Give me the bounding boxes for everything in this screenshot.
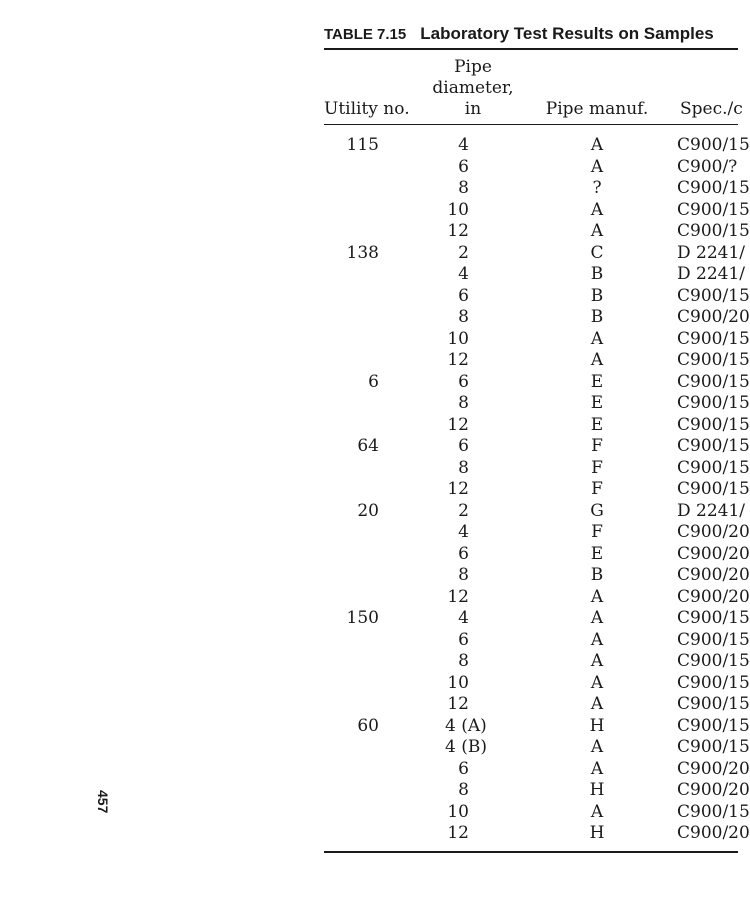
table-row (324, 737, 750, 759)
spec-cell: C900/15 (677, 608, 750, 628)
spec-cell: C900/15 (677, 350, 750, 370)
spec-cell: C900/? (677, 156, 738, 177)
diameter-cell: 8 (458, 565, 469, 585)
diameter-cell: 6 (458, 285, 469, 306)
table-row (324, 565, 750, 587)
manuf-cell: B (590, 565, 604, 585)
manuf-cell: C (590, 242, 604, 263)
manuf-cell: E (590, 393, 604, 413)
spec-cell: D 2241/ (677, 500, 746, 521)
spec-cell: C900/15 (677, 715, 750, 736)
diameter-cell: 4 (A) (445, 715, 487, 736)
diameter-cell: 4 (458, 264, 469, 284)
manuf-cell: G (590, 500, 604, 521)
diameter-cell: 4 (B) (445, 737, 487, 757)
spec-cell: C900/15 (677, 393, 750, 413)
table-row (324, 522, 750, 544)
spec-cell: C900/15 (677, 285, 750, 306)
manuf-cell: A (590, 608, 604, 628)
diameter-cell: 10 (447, 199, 469, 220)
manuf-cell: F (591, 522, 603, 542)
table-row (324, 823, 750, 845)
manuf-cell: A (590, 350, 604, 370)
table-header (324, 50, 743, 124)
diameter-cell: 12 (447, 350, 469, 370)
spec-cell: C900/20 (677, 565, 750, 585)
manuf-cell: H (589, 780, 605, 800)
manuf-cell: A (590, 672, 604, 693)
spec-cell: C900/15 (677, 694, 750, 714)
diameter-cell: 8 (458, 307, 469, 327)
table-row (324, 608, 750, 630)
table-row (324, 350, 750, 372)
manuf-cell: B (590, 285, 604, 306)
manuf-cell: A (590, 651, 604, 671)
table-row (324, 328, 750, 351)
spec-cell: C900/15 (677, 672, 750, 693)
manuf-cell: E (590, 414, 604, 435)
table-row (324, 285, 750, 308)
spec-cell: C900/20 (677, 780, 750, 800)
diameter-cell: 2 (458, 500, 469, 521)
diameter-cell: 12 (447, 586, 469, 607)
diameter-cell: 6 (458, 629, 469, 650)
spec-cell: C900/15 (677, 328, 750, 349)
table-row (324, 801, 750, 824)
manuf-cell: A (590, 328, 604, 349)
diameter-cell: 6 (458, 758, 469, 779)
manuf-cell: H (589, 715, 605, 736)
diameter-cell: 12 (447, 479, 469, 499)
spec-cell: C900/20 (677, 543, 750, 564)
spec-cell: C900/15 (677, 199, 750, 220)
spec-cell: D 2241/ (677, 264, 746, 284)
header-manuf: Pipe manuf. (545, 99, 649, 119)
utility-cell: 6 (368, 371, 379, 392)
spec-cell: C900/15 (677, 371, 750, 392)
spec-cell: C900/15 (677, 479, 750, 499)
manuf-cell: A (590, 737, 604, 757)
diameter-cell: 8 (458, 457, 469, 478)
utility-cell: 115 (346, 135, 379, 155)
spec-cell: C900/15 (677, 457, 750, 478)
table-row (324, 414, 750, 437)
table-row (324, 672, 750, 695)
spec-cell: C900/15 (677, 737, 750, 757)
page-number: 457 (95, 790, 111, 814)
manuf-cell: E (590, 543, 604, 564)
spec-cell: C900/15 (677, 436, 750, 456)
spec-cell: C900/20 (677, 522, 750, 542)
manuf-cell: B (590, 307, 604, 327)
table-row (324, 780, 750, 802)
table-row (324, 199, 750, 222)
header-diameter (428, 57, 518, 120)
manuf-cell: ? (592, 178, 602, 198)
table-row (324, 221, 750, 243)
diameter-cell: 12 (447, 694, 469, 714)
manuf-cell: F (591, 457, 603, 478)
spec-cell: C900/15 (677, 651, 750, 671)
spec-cell: C900/15 (677, 178, 750, 198)
header-diameter-line3: in (464, 99, 482, 119)
diameter-cell: 6 (458, 371, 469, 392)
table-row (324, 479, 750, 501)
manuf-cell: A (590, 629, 604, 650)
manuf-cell: F (591, 479, 603, 499)
utility-cell: 64 (357, 436, 379, 456)
spec-cell: C900/15 (677, 801, 750, 822)
table-row (324, 694, 750, 716)
table-row (324, 157, 738, 179)
spec-cell: C900/20 (677, 823, 750, 843)
manuf-cell: A (590, 221, 604, 241)
header-diameter-line1: Pipe (454, 57, 492, 77)
table-row (324, 500, 746, 523)
diameter-cell: 8 (458, 780, 469, 800)
diameter-cell: 12 (447, 823, 469, 843)
table-row (324, 651, 750, 673)
diameter-cell: 8 (458, 651, 469, 671)
table-title: Laboratory Test Results on Samples (420, 24, 714, 43)
utility-cell: 150 (346, 608, 379, 628)
table-row (324, 586, 750, 609)
table-body (324, 125, 750, 851)
utility-cell: 60 (357, 715, 379, 736)
manuf-cell: F (591, 436, 603, 456)
spec-cell: C900/15 (677, 629, 750, 650)
header-diameter-line2: diameter, (432, 78, 514, 98)
data-table (324, 22, 750, 853)
diameter-cell: 10 (447, 328, 469, 349)
manuf-cell: A (590, 199, 604, 220)
manuf-cell: A (590, 801, 604, 822)
spec-cell: C900/20 (677, 586, 750, 607)
table-number: TABLE 7.15 (324, 26, 407, 43)
spec-cell: C900/15 (677, 221, 750, 241)
table-row (324, 629, 750, 652)
manuf-cell: A (590, 135, 604, 155)
table-row (324, 135, 750, 157)
manuf-cell: A (590, 694, 604, 714)
table-caption (324, 22, 738, 48)
diameter-cell: 4 (458, 608, 469, 628)
diameter-cell: 12 (447, 414, 469, 435)
bottom-rule (324, 851, 738, 853)
manuf-cell: E (590, 371, 604, 392)
diameter-cell: 10 (447, 801, 469, 822)
spec-cell: D 2241/ (677, 242, 746, 263)
header-utility: Utility no. (324, 99, 410, 119)
diameter-cell: 12 (447, 221, 469, 241)
diameter-cell: 4 (458, 135, 469, 155)
diameter-cell: 8 (458, 178, 469, 198)
table-row (324, 543, 750, 566)
manuf-cell: A (590, 156, 604, 177)
table-row (324, 307, 750, 329)
diameter-cell: 8 (458, 393, 469, 413)
table-row (324, 715, 750, 738)
diameter-cell: 10 (447, 672, 469, 693)
table-row (324, 242, 746, 265)
table-row (324, 758, 750, 781)
manuf-cell: A (590, 758, 604, 779)
utility-cell: 20 (357, 500, 379, 521)
spec-cell: C900/20 (677, 307, 750, 327)
diameter-cell: 6 (458, 156, 469, 177)
table-row (324, 371, 750, 394)
spec-cell: C900/15 (677, 135, 750, 155)
table-row (324, 393, 750, 415)
utility-cell: 138 (346, 242, 379, 263)
spec-cell: C900/15 (677, 414, 750, 435)
spec-cell: C900/20 (677, 758, 750, 779)
diameter-cell: 6 (458, 436, 469, 456)
header-spec: Spec./c (680, 99, 743, 119)
manuf-cell: H (589, 823, 605, 843)
table-row (324, 264, 746, 286)
diameter-cell: 6 (458, 543, 469, 564)
manuf-cell: B (590, 264, 604, 284)
diameter-cell: 4 (458, 522, 469, 542)
table-row (324, 436, 750, 458)
diameter-cell: 2 (458, 242, 469, 263)
manuf-cell: A (590, 586, 604, 607)
table-row (324, 457, 750, 480)
table-row (324, 178, 750, 200)
